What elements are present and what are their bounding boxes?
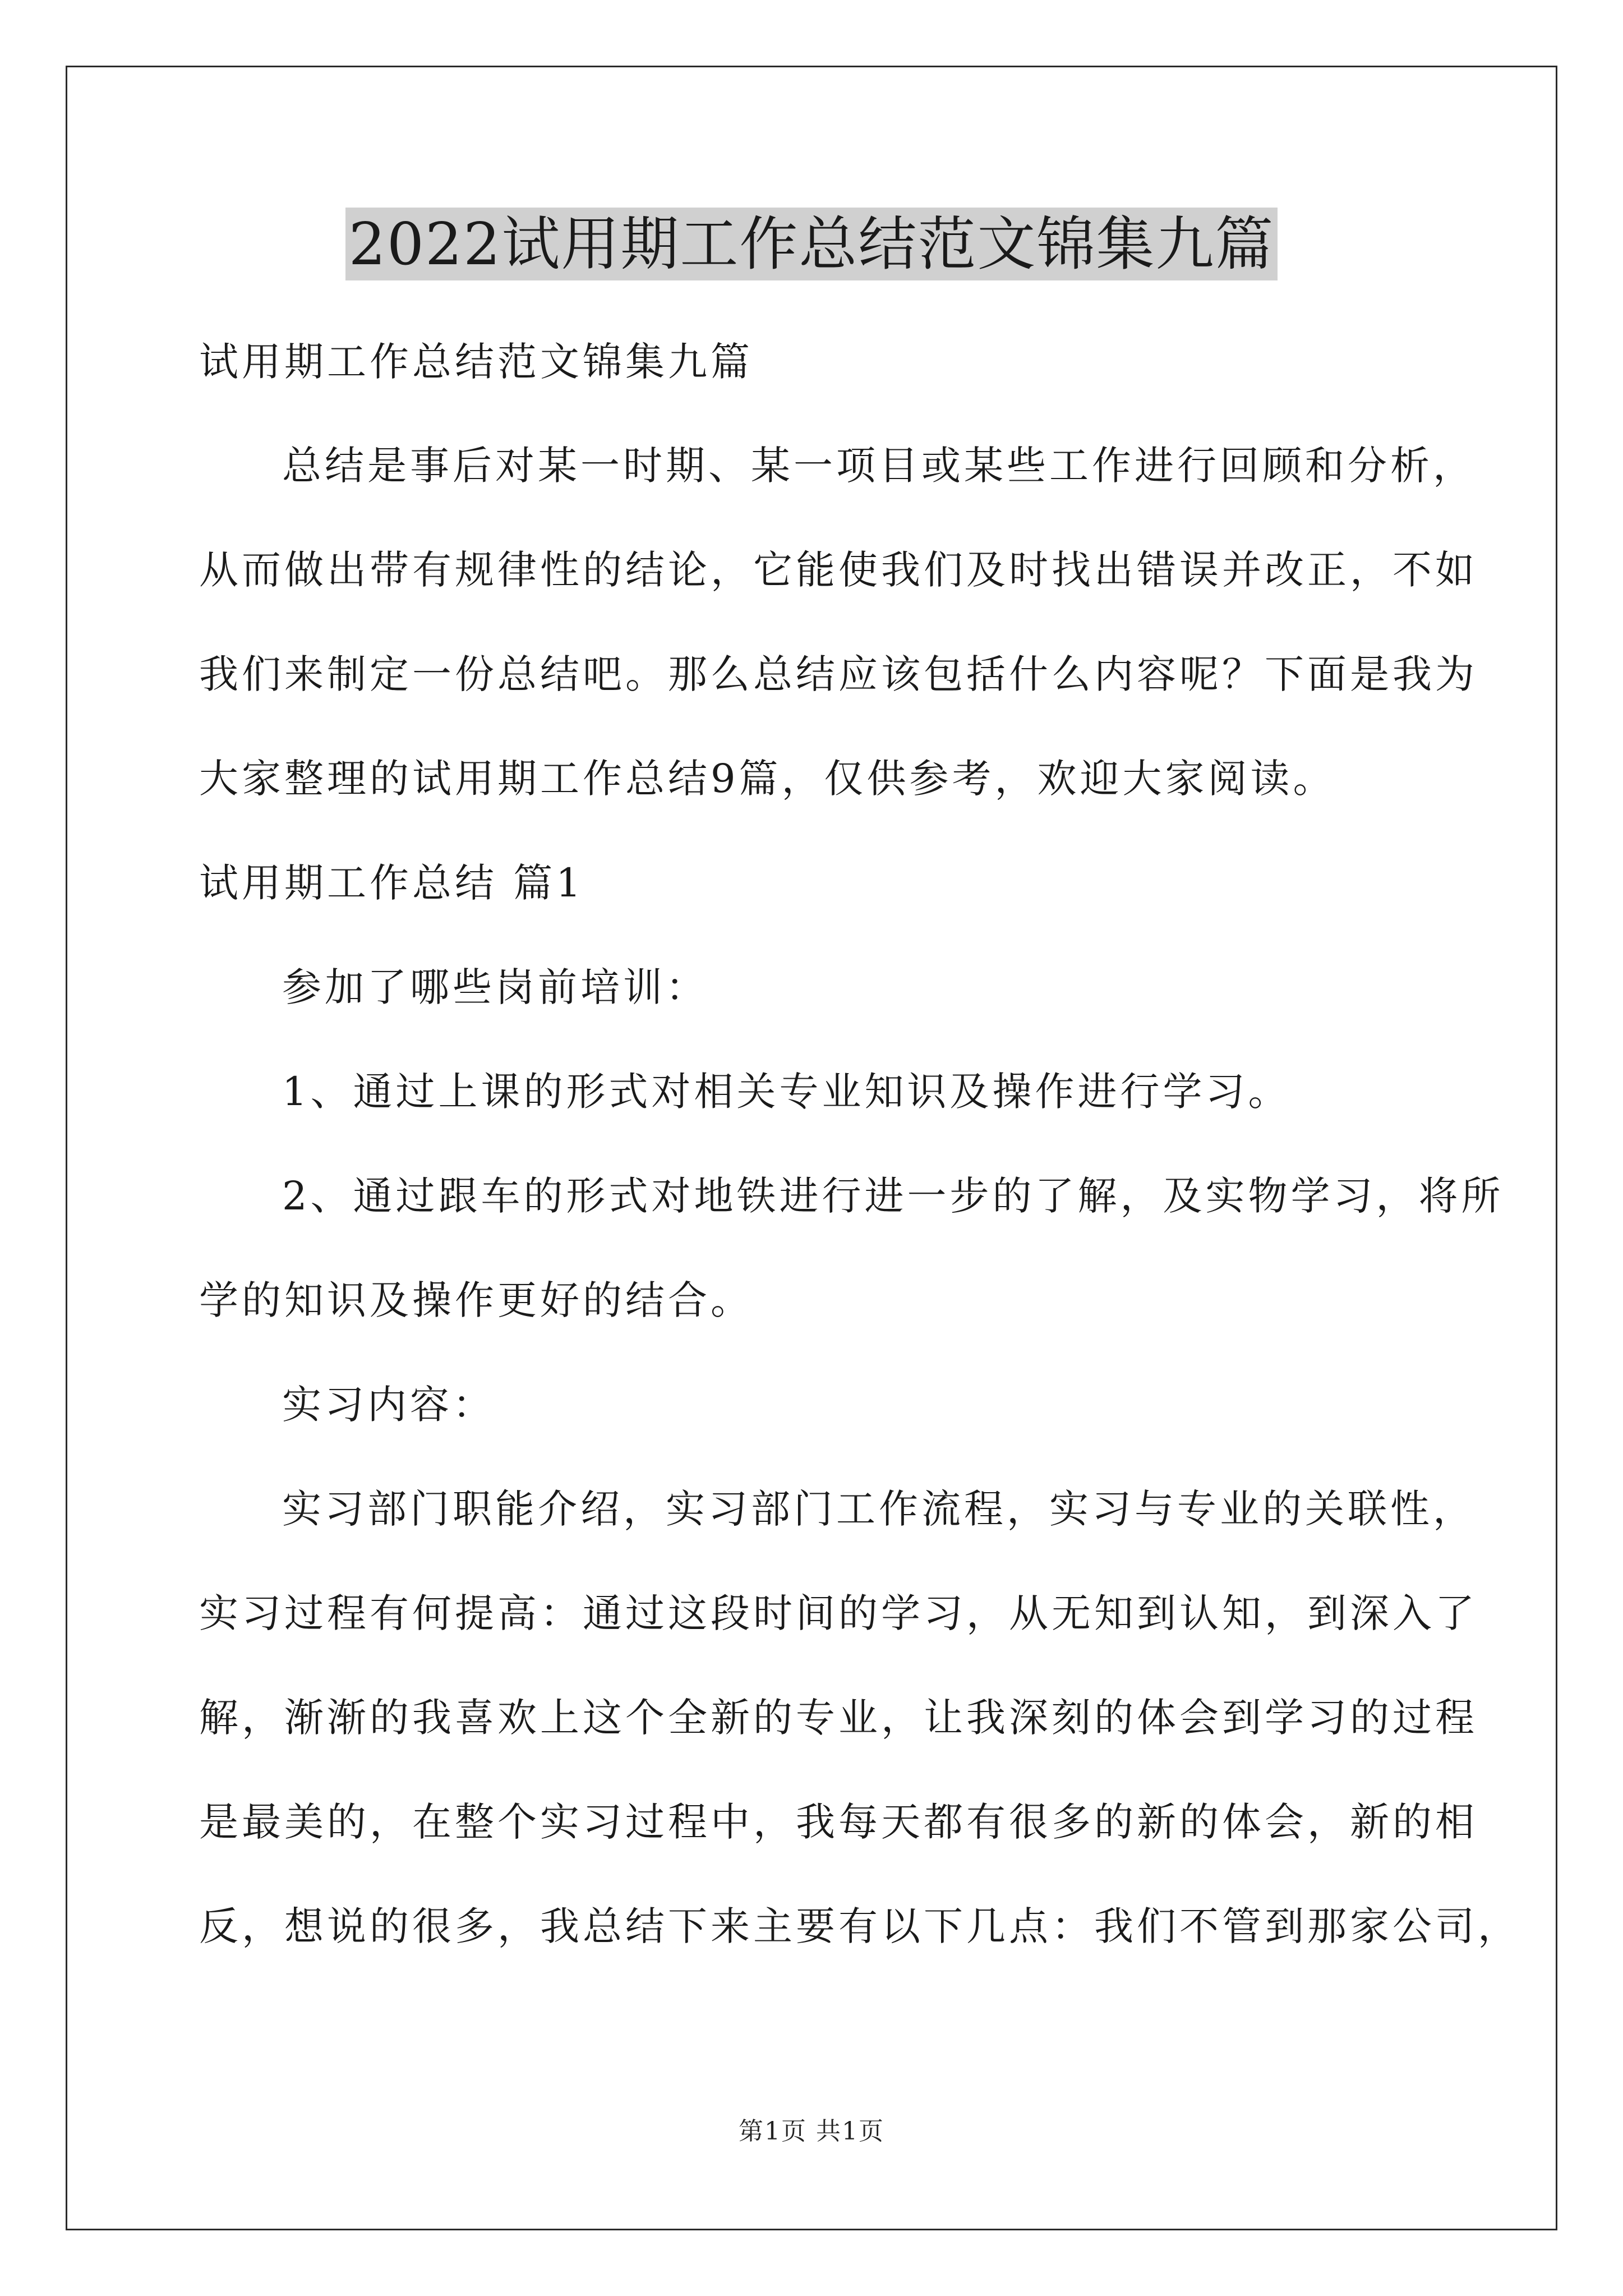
paragraph-line: 实习内容：	[282, 1382, 495, 1428]
paragraph-line: 参加了哪些岗前培训：	[282, 964, 708, 1010]
subtitle-line: 试用期工作总结范文锦集九篇	[199, 339, 753, 385]
paragraph-line: 解，渐渐的我喜欢上这个全新的专业，让我深刻的体会到学习的过程	[199, 1695, 1478, 1741]
paragraph-line: 我们来制定一份总结吧。那么总结应该包括什么内容呢？下面是我为	[199, 651, 1478, 697]
paragraph-line: 学的知识及操作更好的结合。	[199, 1277, 753, 1323]
paragraph-line: 实习过程有何提高：通过这段时间的学习，从无知到认知，到深入了	[199, 1590, 1478, 1636]
paragraph-line: 反，想说的很多，我总结下来主要有以下几点：我们不管到那家公司，	[199, 1903, 1520, 1949]
paragraph-line: 总结是事后对某一时期、某一项目或某些工作进行回顾和分析，	[282, 443, 1476, 489]
paragraph-line: 是最美的，在整个实习过程中，我每天都有很多的新的体会，新的相	[199, 1799, 1478, 1845]
paragraph-line: 实习部门职能介绍，实习部门工作流程，实习与专业的关联性，	[282, 1486, 1476, 1532]
paragraph-line: 从而做出带有规律性的结论，它能使我们及时找出错误并改正，不如	[199, 547, 1478, 593]
list-item: 2、通过跟车的形式对地铁进行进一步的了解，及实物学习，将所	[282, 1173, 1504, 1219]
list-item: 1、通过上课的形式对相关专业知识及操作进行学习。	[282, 1069, 1291, 1115]
document-title	[0, 202, 1623, 286]
document-title-text: 2022试用期工作总结范文锦集九篇	[345, 208, 1278, 280]
paragraph-line: 大家整理的试用期工作总结9篇，仅供参考，欢迎大家阅读。	[199, 756, 1336, 802]
page-number-footer: 第1页 共1页	[739, 2117, 884, 2146]
section-heading: 试用期工作总结 篇1	[199, 860, 584, 906]
